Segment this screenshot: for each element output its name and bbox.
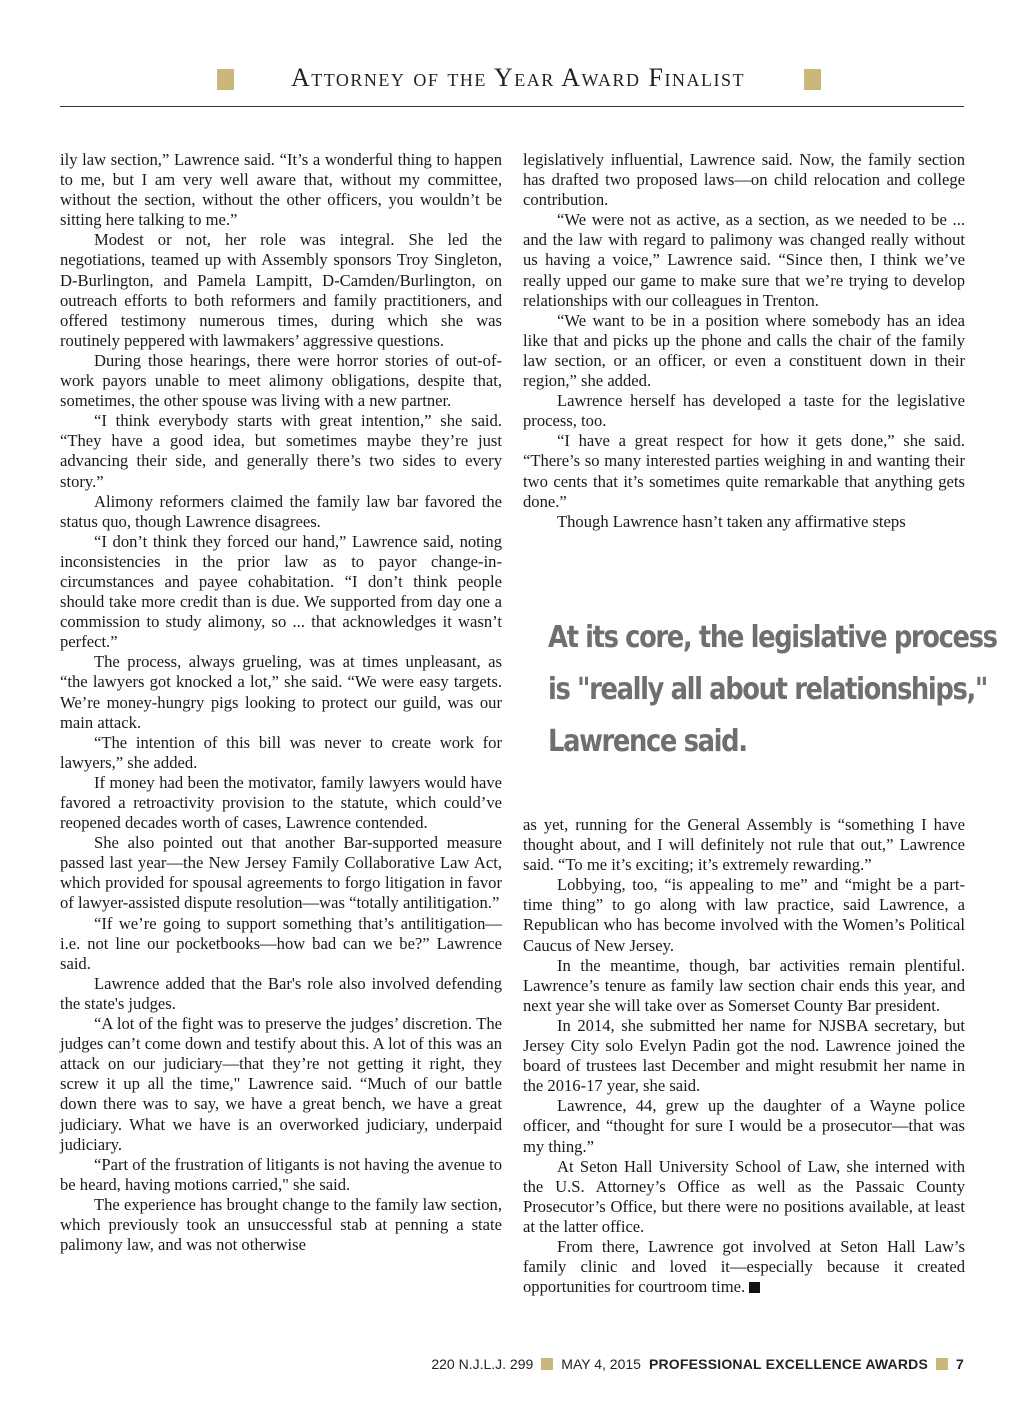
paragraph: “We want to be in a position where somebody has an idea like that and picks up the phone and calls the chair of the family law section, or an officer, or even a constituent down in their region,” she added. bbox=[523, 310, 965, 391]
footer-section: PROFESSIONAL EXCELLENCE AWARDS bbox=[648, 1356, 928, 1372]
paragraph: “I have a great respect for how it gets done,” she said. “There’s so many interested parties weighing in and wanting their two cents that it’s sometimes quite remarkable that anything gets done.” bbox=[523, 431, 965, 511]
paragraph: “I don’t think they forced our hand,” Lawrence said, noting inconsistencies in the prior law as to payor change-in-circumstances and payee cohabitation. “I don’t think people should take more credit than is due. We supported from day one a commission to study alimony, so ... that acknowledges it wasn’t perfect.” bbox=[60, 531, 502, 652]
paragraph: “We were not as active, as a section, as we needed to be ... and the law with regard to palimony was changed really without us having a voice,” Lawrence said. “Since then, I think we’ve really upped our game to make sure that we’re trying to develop relationships with our colleagues in Trenton. bbox=[523, 210, 965, 310]
footer-date: MAY 4, 2015 bbox=[561, 1356, 641, 1372]
final-paragraph-text: From there, Lawrence got involved at Seton Hall Law’s family clinic and loved it—especially because it created opportunities for courtroom time. bbox=[523, 1236, 965, 1297]
paragraph-final bbox=[523, 1237, 965, 1297]
paragraph: The process, always grueling, was at times unpleasant, as “the lawyers got knocked a lot,” she said. “We were easy targets. We’re money-hungry pigs looking to protect our guild, was our main attack. bbox=[60, 652, 502, 732]
pull-quote-line: At its core, the legislative process bbox=[548, 620, 997, 655]
paragraph: as yet, running for the General Assembly is “something I have thought about, and I will definitely not rule that out,” Lawrence said. “To me it’s exciting; it’s extremely rewarding.” bbox=[523, 815, 965, 875]
paragraph: The experience has brought change to the family law section, which previously took an unsuccessful stab at penning a state palimony law, and was not otherwise bbox=[60, 1194, 502, 1255]
paragraph: In 2014, she submitted her name for NJSBA secretary, but Jersey City solo Evelyn Padin got the nod. Lawrence joined the board of trustees last December and might resubmit her name in the 2016-17 year, she said. bbox=[523, 1015, 965, 1096]
paragraph: At Seton Hall University School of Law, she interned with the U.S. Attorney’s Office as well as the Passaic County Prosecutor’s Office, but there were no positions available, at least at the latter office. bbox=[523, 1156, 965, 1236]
paragraph: Lawrence herself has developed a taste for the legislative process, too. bbox=[523, 391, 965, 431]
paragraph: Lobbying, too, “is appealing to me” and “might be a part-time thing” to go along with law practice, said Lawrence, a Republican who has become involved with the Women’s Political Caucus of New Jersey. bbox=[523, 875, 965, 955]
accent-square-icon bbox=[936, 1358, 948, 1370]
left-column bbox=[60, 150, 502, 1342]
paragraph: Lawrence added that the Bar's role also involved defending the state's judges. bbox=[60, 973, 502, 1013]
paragraph: Modest or not, her role was integral. She led the negotiations, teamed up with Assembly sponsors Troy Singleton, D-Burlington, and Pamela Lampitt, D-Camden/Burlington, on outreach efforts to both reformers and family practitioners, and offered testimony numerous times, during which she was routinely peppered with lawmakers’ aggressive questions. bbox=[60, 230, 502, 350]
paragraph: “The intention of this bill was never to create work for lawyers,” she added. bbox=[60, 732, 502, 772]
page-footer bbox=[431, 1354, 964, 1374]
paragraph: legislatively influential, Lawrence said. Now, the family section has drafted two proposed laws—on child relocation and college contribution. bbox=[523, 150, 965, 210]
end-mark-icon bbox=[749, 1282, 760, 1293]
accent-square-icon bbox=[541, 1358, 553, 1370]
accent-square-icon bbox=[217, 69, 234, 90]
paragraph: “Part of the frustration of litigants is not having the avenue to be heard, having motions carried," she said. bbox=[60, 1154, 502, 1194]
pull-quote bbox=[548, 612, 997, 768]
page-number: 7 bbox=[956, 1356, 964, 1372]
paragraph: ily law section,” Lawrence said. “It’s a wonderful thing to happen to me, but I am very well aware that, without my committee, without the section, without the other officers, you wouldn’t be sitting here talking to me.” bbox=[60, 150, 502, 230]
paragraph: “A lot of the fight was to preserve the judges’ discretion. The judges can’t come down and testify about this. A lot of this was an attack on our judiciary—that they’re not getting it right, they screw it up all the time," Lawrence said. “Much of our battle down there was to say, we have a great bench, we have a great judiciary. What we have is an overworked judiciary, underpaid judiciary. bbox=[60, 1014, 502, 1154]
paragraph: Lawrence, 44, grew up the daughter of a Wayne police officer, and “thought for sure I would be a prosecutor—that was my thing.” bbox=[523, 1096, 965, 1156]
paragraph: She also pointed out that another Bar-supported measure passed last year—the New Jersey Family Collaborative Law Act, which provided for spousal agreements to forgo litigation in favor of lawyer-assisted dispute resolution—was “totally antilitigation.” bbox=[60, 833, 502, 913]
paragraph: “I think everybody starts with great intention,” she said. “They have a good idea, but sometimes maybe they’re just advancing their side, and generally there’s two sides to every story.” bbox=[60, 411, 502, 491]
accent-square-icon bbox=[804, 69, 821, 90]
paragraph: During those hearings, there were horror stories of out-of-work payors unable to meet alimony obligations, despite that, sometimes, the other spouse was living with a new partner. bbox=[60, 350, 502, 411]
paragraph: Alimony reformers claimed the family law bar favored the status quo, though Lawrence disagrees. bbox=[60, 491, 502, 531]
section-title: Attorney of the Year Award Finalist bbox=[290, 63, 746, 92]
pull-quote-line: is "really all about relationships," bbox=[548, 672, 987, 707]
paragraph: In the meantime, though, bar activities remain plentiful. Lawrence’s tenure as family law section chair ends this year, and next year she will take over as Somerset County Bar president. bbox=[523, 955, 965, 1015]
pull-quote-line: Lawrence said. bbox=[548, 724, 747, 759]
right-column-bottom bbox=[523, 815, 965, 1345]
right-column-top bbox=[523, 150, 965, 560]
paragraph: If money had been the motivator, family lawyers would have favored a retroactivity provision to the statute, which could’ve reopened decades worth of cases, Lawrence contended. bbox=[60, 772, 502, 833]
footer-citation: 220 N.J.L.J. 299 bbox=[431, 1356, 534, 1372]
paragraph: Though Lawrence hasn’t taken any affirmative steps bbox=[557, 511, 906, 531]
page-header bbox=[60, 62, 964, 107]
paragraph: “If we’re going to support something that’s antilitigation—i.e. not line our pocketbooks—how bad can we be?” Lawrence said. bbox=[60, 913, 502, 973]
